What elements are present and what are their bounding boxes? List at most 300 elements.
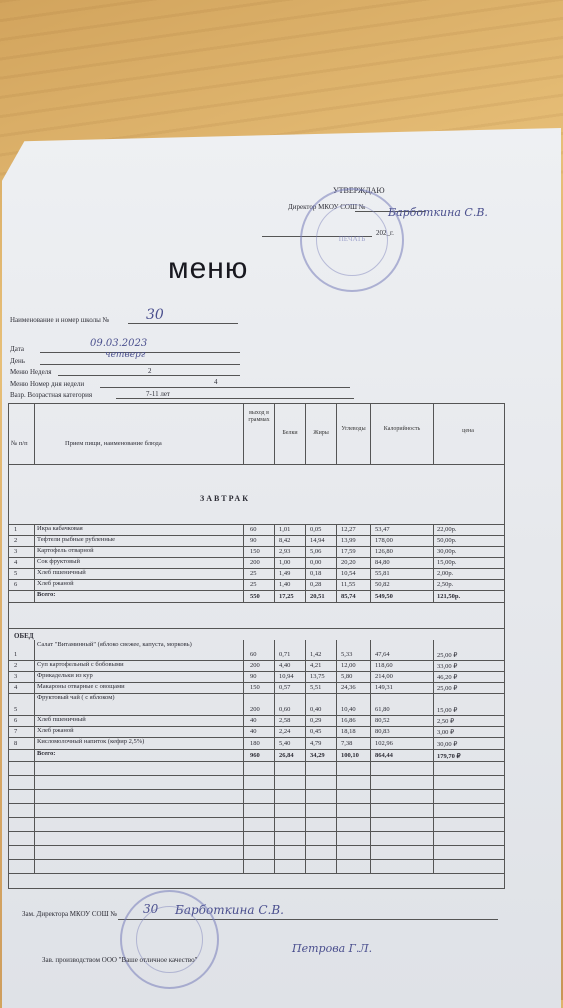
table-cell-p: 30,00 ₽	[437, 741, 458, 748]
table-cell-n: 6	[14, 581, 18, 588]
table-cell-b: 5,40	[279, 740, 291, 747]
col-line	[336, 524, 337, 535]
table-cell-c: 13,99	[341, 537, 356, 544]
col-line	[433, 524, 434, 535]
table-cell-w: 200	[250, 559, 260, 566]
header-price: цена	[462, 428, 474, 434]
col-line	[243, 640, 244, 660]
empty-row-line	[8, 775, 504, 776]
col-line	[274, 737, 275, 749]
school-label: Наименование и номер школы №	[10, 316, 110, 324]
table-cell-n: 8	[14, 740, 18, 747]
table-cell-w: 180	[250, 740, 260, 747]
table-cell-k: 214,00	[375, 673, 393, 680]
table-cell-n: 6	[14, 717, 18, 724]
table-cell-f: 4,21	[310, 662, 322, 669]
empty-col-line	[243, 845, 244, 859]
table-cell-w: 200	[250, 662, 260, 669]
empty-col-line	[305, 831, 306, 845]
col-line	[433, 579, 434, 590]
col-line	[433, 749, 434, 761]
col-line	[433, 682, 434, 693]
table-cell-w: 150	[250, 548, 260, 555]
col-line	[305, 579, 306, 590]
approval-signature: Барботкина С.В.	[388, 206, 488, 219]
col-line	[336, 590, 337, 602]
empty-col-line	[433, 789, 434, 803]
col-line	[243, 749, 244, 761]
age-value: 7-11 лет	[146, 390, 170, 398]
row-line	[8, 557, 504, 558]
col-line	[34, 682, 35, 693]
grid-vline	[336, 404, 337, 464]
table-cell-k: 80,52	[375, 717, 390, 724]
director-signature: Барботкина С.В.	[175, 903, 284, 917]
col-line	[433, 693, 434, 715]
table-cell-k: 50,82	[375, 581, 390, 588]
table-cell-w: 200	[250, 706, 260, 713]
approval-date: 202_г.	[376, 229, 394, 237]
empty-col-line	[370, 761, 371, 775]
header-carbs: Углеводы	[341, 426, 366, 432]
col-line	[243, 546, 244, 557]
col-line	[34, 671, 35, 682]
empty-col-line	[243, 775, 244, 789]
approval-position: Директор МКОУ СОШ №	[288, 203, 366, 211]
col-line	[34, 546, 35, 557]
row-line	[8, 749, 504, 750]
col-line	[305, 737, 306, 749]
row-line	[8, 602, 504, 603]
table-cell-c: 12,00	[341, 662, 356, 669]
age-label: Вазр. Возрастная категория	[10, 391, 93, 399]
col-line	[305, 524, 306, 535]
table-cell-w: 90	[250, 673, 257, 680]
table-cell-c: 10,54	[341, 570, 356, 577]
empty-row-line	[8, 803, 504, 804]
table-cell-p: 22,00р.	[437, 526, 457, 533]
table-cell-p: 46,20 ₽	[437, 674, 458, 681]
col-line	[336, 715, 337, 726]
table-cell-b: 1,49	[279, 570, 291, 577]
school-line	[128, 323, 238, 324]
col-line	[433, 640, 434, 660]
col-line	[34, 524, 35, 535]
page-title: меню	[168, 252, 249, 285]
table-cell-b: 10,94	[279, 673, 294, 680]
table-cell-n: 1	[14, 651, 18, 658]
table-cell-name: Кисломолочный напиток (кефир 2,5%)	[37, 738, 145, 745]
empty-col-line	[274, 789, 275, 803]
weekday-value: 4	[214, 378, 218, 386]
col-line	[336, 557, 337, 568]
table-cell-f: 0,45	[310, 728, 322, 735]
empty-col-line	[336, 761, 337, 775]
empty-col-line	[336, 831, 337, 845]
week-label: Меню Неделя	[10, 368, 52, 376]
table-cell-w: 40	[250, 728, 257, 735]
col-line	[274, 682, 275, 693]
table-cell-c: 17,59	[341, 548, 356, 555]
empty-col-line	[243, 789, 244, 803]
table-cell-name: Всего:	[37, 591, 56, 598]
col-line	[34, 715, 35, 726]
table-cell-p: 179,70 ₽	[437, 753, 461, 760]
table-cell-name: Икра кабачковая	[37, 525, 83, 532]
col-line	[243, 568, 244, 579]
empty-col-line	[433, 761, 434, 775]
empty-col-line	[433, 859, 434, 873]
col-line	[370, 568, 371, 579]
col-line	[336, 737, 337, 749]
table-cell-b: 17,25	[279, 593, 294, 600]
empty-col-line	[243, 817, 244, 831]
table-cell-p: 25,00 ₽	[437, 652, 458, 659]
table-cell-c: 10,40	[341, 706, 356, 713]
table-cell-f: 34,29	[310, 752, 325, 759]
table-cell-k: 549,50	[375, 593, 393, 600]
grid-vline	[34, 404, 35, 464]
table-cell-n: 1	[14, 526, 18, 533]
grid-vline	[370, 404, 371, 464]
col-line	[370, 535, 371, 546]
table-cell-b: 2,58	[279, 717, 291, 724]
col-line	[370, 737, 371, 749]
row-line	[8, 628, 504, 629]
table-cell-k: 80,83	[375, 728, 390, 735]
table-cell-f: 20,51	[310, 593, 325, 600]
empty-col-line	[305, 803, 306, 817]
col-line	[34, 640, 35, 660]
col-line	[243, 726, 244, 737]
col-line	[336, 726, 337, 737]
table-cell-k: 61,80	[375, 706, 390, 713]
empty-col-line	[370, 803, 371, 817]
row-line	[8, 579, 504, 580]
col-line	[243, 557, 244, 568]
col-line	[305, 715, 306, 726]
col-line	[305, 749, 306, 761]
empty-col-line	[336, 803, 337, 817]
col-line	[243, 660, 244, 671]
table-cell-w: 25	[250, 581, 257, 588]
col-line	[433, 660, 434, 671]
table-cell-p: 2,50 ₽	[437, 718, 455, 725]
empty-col-line	[34, 789, 35, 803]
col-line	[305, 590, 306, 602]
director-label: Зам. Директора МКОУ СОШ №	[22, 910, 118, 918]
producer-label: Зав. производством ООО "Ваше отличное качество"	[42, 956, 198, 964]
empty-col-line	[305, 761, 306, 775]
table-cell-k: 149,31	[375, 684, 393, 691]
col-line	[34, 693, 35, 715]
col-line	[34, 568, 35, 579]
empty-col-line	[243, 761, 244, 775]
empty-col-line	[274, 831, 275, 845]
empty-row-line	[8, 789, 504, 790]
date-label: Дата	[10, 345, 24, 353]
col-line	[274, 749, 275, 761]
empty-col-line	[336, 859, 337, 873]
table-cell-f: 0,28	[310, 581, 322, 588]
table-cell-b: 0,60	[279, 706, 291, 713]
stamp-text: ПЕЧАТЬ	[338, 235, 366, 243]
col-line	[305, 671, 306, 682]
table-cell-f: 0,05	[310, 526, 322, 533]
empty-col-line	[274, 859, 275, 873]
table-cell-c: 85,74	[341, 593, 356, 600]
table-cell-p: 15,00 ₽	[437, 707, 458, 714]
empty-col-line	[433, 803, 434, 817]
col-line	[433, 546, 434, 557]
col-line	[34, 737, 35, 749]
empty-col-line	[34, 859, 35, 873]
table-cell-w: 150	[250, 684, 260, 691]
empty-col-line	[370, 845, 371, 859]
table-cell-c: 18,18	[341, 728, 356, 735]
table-cell-c: 12,27	[341, 526, 356, 533]
table-cell-name: Салат "Витаминный" (яблоко свежее, капуста, морковь)	[37, 641, 192, 648]
col-line	[305, 557, 306, 568]
day-label: День	[10, 357, 25, 365]
col-line	[34, 535, 35, 546]
empty-col-line	[274, 775, 275, 789]
table-cell-n: 7	[14, 728, 18, 735]
table-cell-p: 50,00р.	[437, 537, 457, 544]
empty-col-line	[243, 859, 244, 873]
col-line	[433, 671, 434, 682]
col-line	[243, 715, 244, 726]
table-cell-b: 26,84	[279, 752, 294, 759]
empty-col-line	[433, 845, 434, 859]
table-cell-n: 5	[14, 570, 18, 577]
col-line	[243, 671, 244, 682]
table-cell-name: Фрикадельки из кур	[37, 672, 93, 679]
school-number: 30	[146, 307, 164, 323]
col-line	[370, 726, 371, 737]
col-line	[433, 726, 434, 737]
empty-col-line	[34, 845, 35, 859]
table-cell-p: 15,00р.	[437, 559, 457, 566]
row-line	[8, 590, 504, 591]
empty-col-line	[305, 859, 306, 873]
col-line	[243, 737, 244, 749]
col-line	[274, 535, 275, 546]
table-cell-k: 47,64	[375, 651, 390, 658]
table-cell-w: 25	[250, 570, 257, 577]
table-cell-k: 126,80	[375, 548, 393, 555]
col-line	[274, 715, 275, 726]
table-cell-name: Макароны отварные с овощами	[37, 683, 125, 690]
col-line	[243, 535, 244, 546]
col-line	[274, 590, 275, 602]
table-cell-c: 24,36	[341, 684, 356, 691]
col-line	[336, 640, 337, 660]
table-cell-w: 90	[250, 537, 257, 544]
col-line	[336, 693, 337, 715]
col-line	[370, 749, 371, 761]
col-line	[370, 579, 371, 590]
col-line	[370, 640, 371, 660]
col-line	[274, 726, 275, 737]
empty-col-line	[370, 817, 371, 831]
field-line-day	[40, 364, 240, 365]
col-line	[336, 546, 337, 557]
table-cell-name: Картофель отварной	[37, 547, 94, 554]
field-line-week	[58, 375, 240, 376]
field-line-weekday	[100, 387, 350, 388]
col-line	[370, 590, 371, 602]
table-cell-k: 864,44	[375, 752, 393, 759]
col-line	[243, 579, 244, 590]
col-line	[336, 682, 337, 693]
empty-col-line	[274, 803, 275, 817]
col-line	[370, 671, 371, 682]
col-line	[274, 693, 275, 715]
empty-col-line	[305, 789, 306, 803]
week-value: 2	[148, 367, 152, 375]
table-cell-name: Фруктовый чай ( с яблоком)	[37, 694, 115, 701]
field-line-age	[116, 398, 354, 399]
col-line	[274, 640, 275, 660]
row-line	[8, 761, 504, 762]
empty-col-line	[370, 775, 371, 789]
empty-col-line	[305, 845, 306, 859]
col-line	[370, 715, 371, 726]
table-cell-f: 0,18	[310, 570, 322, 577]
empty-row-line	[8, 817, 504, 818]
header-number: № п/п	[11, 440, 28, 447]
table-cell-b: 1,00	[279, 559, 291, 566]
day-value: четверг	[105, 350, 146, 360]
col-line	[243, 693, 244, 715]
col-line	[370, 693, 371, 715]
col-line	[274, 568, 275, 579]
empty-col-line	[336, 845, 337, 859]
table-cell-c: 16,86	[341, 717, 356, 724]
col-line	[305, 682, 306, 693]
row-line	[8, 726, 504, 727]
table-cell-p: 2,50р.	[437, 581, 454, 588]
table-cell-name: Суп картофельный с бобовыми	[37, 661, 124, 668]
footer-stamp	[120, 890, 219, 989]
empty-col-line	[336, 817, 337, 831]
table-cell-c: 5,80	[341, 673, 353, 680]
approval-stamp	[300, 188, 404, 292]
col-line	[274, 546, 275, 557]
date-value: 09.03.2023	[90, 338, 148, 349]
table-cell-f: 13,75	[310, 673, 325, 680]
table-cell-k: 84,80	[375, 559, 390, 566]
header-protein: Белки	[282, 430, 298, 436]
table-cell-b: 0,71	[279, 651, 291, 658]
table-cell-c: 5,33	[341, 651, 353, 658]
table-cell-p: 30,00р.	[437, 548, 457, 555]
header-dish: Прием пищи, наименование блюда	[65, 440, 162, 447]
col-line	[305, 726, 306, 737]
col-line	[336, 579, 337, 590]
table-cell-n: 4	[14, 559, 18, 566]
table-cell-k: 178,00	[375, 537, 393, 544]
col-line	[305, 546, 306, 557]
table-cell-f: 0,29	[310, 717, 322, 724]
col-line	[274, 660, 275, 671]
empty-col-line	[305, 775, 306, 789]
table-cell-b: 2,93	[279, 548, 291, 555]
empty-col-line	[433, 817, 434, 831]
table-cell-n: 3	[14, 548, 18, 555]
table-cell-k: 102,96	[375, 740, 393, 747]
empty-col-line	[34, 817, 35, 831]
empty-col-line	[243, 831, 244, 845]
producer-signature: Петрова Г.Л.	[292, 942, 373, 955]
empty-col-line	[274, 817, 275, 831]
table-cell-p: 2,00р.	[437, 570, 454, 577]
table-cell-p: 3,00 ₽	[437, 729, 455, 736]
empty-col-line	[336, 775, 337, 789]
col-line	[274, 524, 275, 535]
table-cell-c: 20,20	[341, 559, 356, 566]
col-line	[433, 557, 434, 568]
table-cell-p: 25,00 ₽	[437, 685, 458, 692]
col-line	[336, 568, 337, 579]
col-line	[336, 535, 337, 546]
empty-col-line	[370, 831, 371, 845]
approval-heading: УТВЕРЖДАЮ	[333, 186, 385, 195]
empty-row-line	[8, 873, 504, 874]
col-line	[336, 749, 337, 761]
table-cell-w: 960	[250, 752, 260, 759]
table-cell-w: 60	[250, 526, 257, 533]
table-cell-b: 0,57	[279, 684, 291, 691]
col-line	[243, 524, 244, 535]
table-cell-b: 1,01	[279, 526, 291, 533]
table-cell-k: 53,47	[375, 526, 390, 533]
col-line	[243, 590, 244, 602]
table-cell-w: 550	[250, 593, 260, 600]
col-line	[336, 660, 337, 671]
col-line	[34, 590, 35, 602]
table-cell-n: 2	[14, 662, 18, 669]
table-cell-k: 118,60	[375, 662, 393, 669]
table-cell-f: 5,06	[310, 548, 322, 555]
col-line	[274, 557, 275, 568]
empty-col-line	[433, 775, 434, 789]
table-cell-f: 5,51	[310, 684, 322, 691]
col-line	[370, 660, 371, 671]
col-line	[433, 590, 434, 602]
breakfast-title: ЗАВТРАК	[200, 494, 251, 503]
table-cell-w: 40	[250, 717, 257, 724]
col-line	[433, 568, 434, 579]
table-cell-b: 4,40	[279, 662, 291, 669]
table-cell-name: Хлеб ржаной	[37, 580, 74, 587]
col-line	[370, 524, 371, 535]
table-cell-b: 8,42	[279, 537, 291, 544]
col-line	[370, 557, 371, 568]
col-line	[274, 671, 275, 682]
empty-col-line	[34, 775, 35, 789]
table-cell-n: 5	[14, 706, 18, 713]
empty-col-line	[34, 803, 35, 817]
table-cell-name: Хлеб пшеничный	[37, 569, 86, 576]
col-line	[34, 749, 35, 761]
table-cell-name: Сок фруктовый	[37, 558, 80, 565]
table-cell-n: 3	[14, 673, 18, 680]
weekday-label: Меню Номер дня недели	[10, 380, 85, 388]
empty-col-line	[433, 831, 434, 845]
col-line	[433, 715, 434, 726]
